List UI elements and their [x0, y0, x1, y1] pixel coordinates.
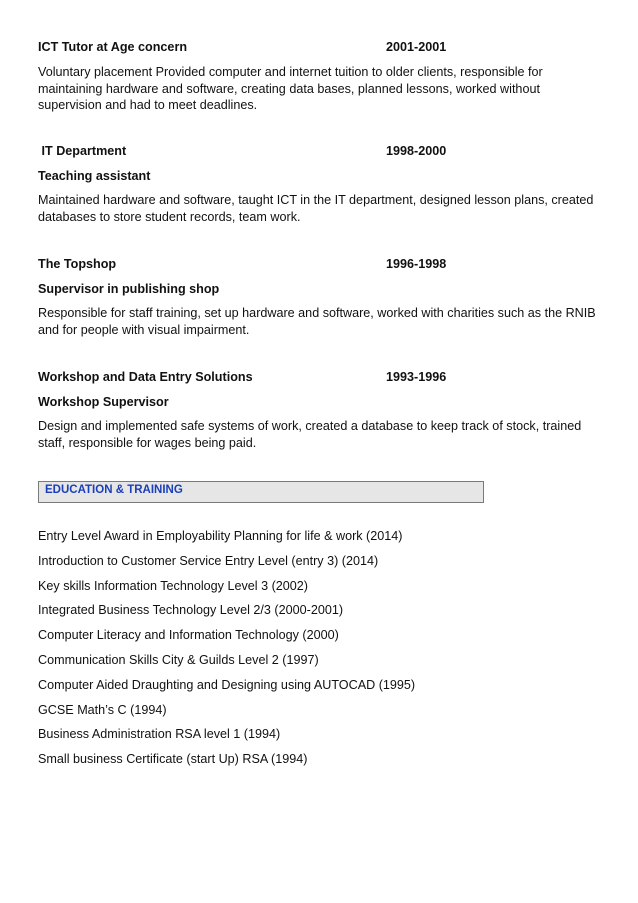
job-organisation: Workshop and Data Entry Solutions: [38, 370, 253, 384]
job-header: [38, 40, 598, 56]
list-item: GCSE Math’s C (1994): [38, 702, 167, 717]
education-section-heading: [38, 481, 484, 503]
job-entry-it-department: [38, 144, 598, 225]
job-entry-age-concern: [38, 40, 598, 114]
list-item: Entry Level Award in Employability Planning for life & work (2014): [38, 529, 403, 543]
job-role: Workshop Supervisor: [38, 395, 169, 409]
education-list: [38, 528, 415, 776]
list-item: Small business Certificate (start Up) RSA (1994): [38, 752, 308, 767]
job-organisation: IT Department: [38, 144, 127, 158]
job-header: [38, 144, 598, 160]
job-role: Teaching assistant: [38, 169, 151, 183]
list-item: Integrated Business Technology Level 2/3 (2000-2001): [38, 603, 344, 618]
job-role: Supervisor in publishing shop: [38, 282, 220, 296]
job-dates: 2001-2001: [386, 40, 447, 54]
job-dates: 1996-1998: [386, 257, 447, 271]
job-header: [38, 257, 598, 273]
job-header: [38, 370, 598, 386]
job-dates: 1993-1996: [386, 370, 447, 384]
list-item: Computer Literacy and Information Technology (2000): [38, 628, 339, 643]
list-item: Business Administration RSA level 1 (1994): [38, 727, 281, 742]
list-item: Computer Aided Draughting and Designing using AUTOCAD (1995): [38, 677, 416, 692]
job-organisation: ICT Tutor at Age concern: [38, 40, 188, 54]
job-description: Maintained hardware and software, taught ICT in the IT department, designed lesson plans, created databases to store student records, team work.: [38, 193, 594, 224]
job-entry-topshop: [38, 257, 598, 338]
job-description: Responsible for staff training, set up hardware and software, worked with charities such as the RNIB and for people with visual impairment.: [38, 306, 596, 337]
job-description: Voluntary placement Provided computer and internet tuition to older clients, responsible for maintaining hardware and software, creating data bases, planned lessons, worked without supervision and had to meet deadlines.: [38, 65, 543, 112]
list-item: Communication Skills City & Guilds Level 2 (1997): [38, 652, 319, 667]
job-organisation: The Topshop: [38, 257, 117, 271]
job-description: Design and implemented safe systems of work, created a database to keep track of stock, trained staff, responsible for wages being paid.: [38, 419, 582, 450]
list-item: Key skills Information Technology Level 3 (2002): [38, 578, 308, 593]
list-item: Introduction to Customer Service Entry Level (entry 3) (2014): [38, 553, 379, 568]
job-dates: 1998-2000: [386, 144, 447, 158]
education-heading-text: EDUCATION & TRAINING: [45, 484, 183, 496]
job-entry-workshop: [38, 370, 598, 451]
